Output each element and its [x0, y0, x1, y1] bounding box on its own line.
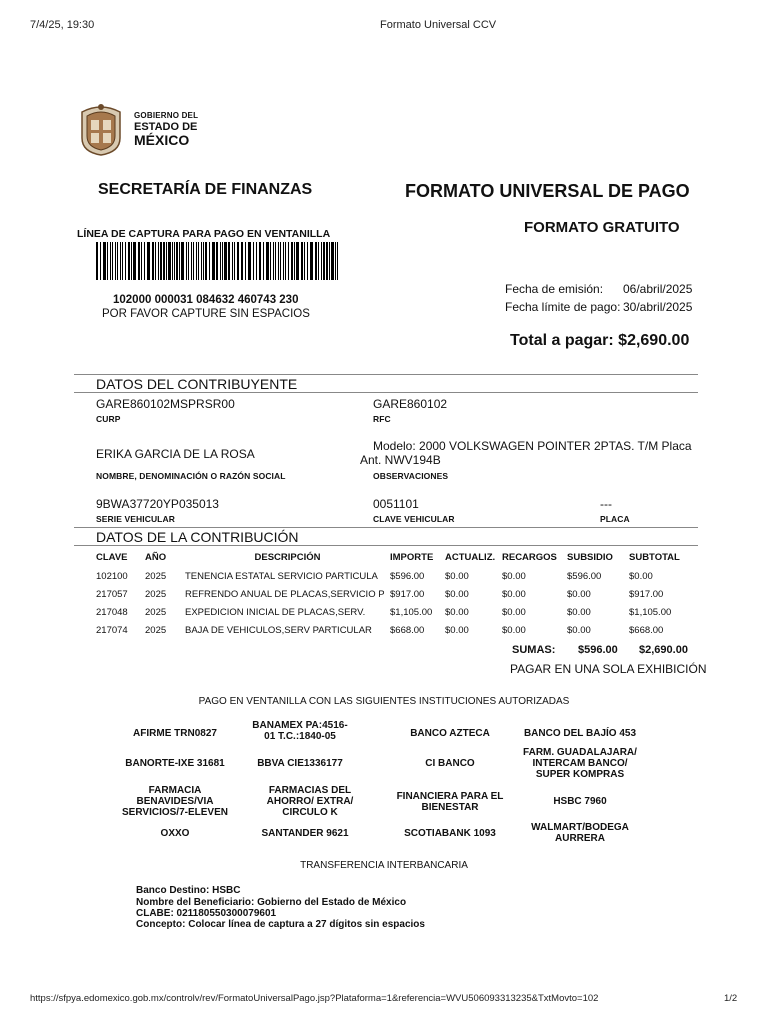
- secretaria-title: SECRETARÍA DE FINANZAS: [98, 181, 313, 198]
- curp-label: CURP: [96, 414, 121, 424]
- table-cell: EXPEDICION INICIAL DE PLACAS,SERV.: [185, 606, 366, 618]
- barcode-bar: [179, 242, 180, 280]
- barcode-bar: [152, 242, 154, 280]
- barcode-bar: [110, 242, 111, 280]
- barcode-bar: [172, 242, 173, 280]
- table-cell: $917.00: [390, 588, 425, 600]
- limit-date-label: Fecha límite de pago:: [505, 300, 621, 314]
- barcode-bar: [248, 242, 251, 280]
- transfer-bank: Banco Destino: HSBC: [136, 885, 241, 896]
- barcode-bar: [232, 242, 233, 280]
- table-header-row: [96, 547, 692, 567]
- barcode-bar: [222, 242, 223, 280]
- table-row: [96, 621, 692, 639]
- barcode-bar: [259, 242, 261, 280]
- barcode: [96, 242, 341, 280]
- barcode-bar: [163, 242, 165, 280]
- institution-item: OXXO: [160, 828, 190, 839]
- contribution-section-title: DATOS DE LA CONTRIBUCIÓN: [96, 529, 299, 545]
- institution-item: FARMACIA BENAVIDES/VIA SERVICIOS/7-ELEVEN: [122, 785, 228, 818]
- column-header: SUBSIDIO: [567, 551, 613, 563]
- barcode-bar: [112, 242, 113, 280]
- table-cell: BAJA DE VEHICULOS,SERV PARTICULAR: [185, 624, 372, 636]
- print-page-number: 1/2: [724, 993, 738, 1004]
- table-row: [96, 603, 692, 621]
- curp-value: GARE860102MSPRSR00: [96, 397, 235, 411]
- barcode-bar: [131, 242, 132, 280]
- table-cell: $0.00: [445, 606, 469, 618]
- barcode-bar: [307, 242, 308, 280]
- barcode-bar: [323, 242, 325, 280]
- barcode-bar: [296, 242, 299, 280]
- barcode-bar: [331, 242, 334, 280]
- barcode-bar: [120, 242, 121, 280]
- table-cell: $668.00: [390, 624, 425, 636]
- barcode-bar: [220, 242, 221, 280]
- institutions-heading: PAGO EN VENTANILLA CON LAS SIGUIENTES INSTITUCIONES AUTORIZADAS: [198, 696, 570, 707]
- table-cell: 102100: [96, 570, 128, 582]
- print-title: Formato Universal CCV: [380, 19, 497, 31]
- table-cell: $0.00: [629, 570, 653, 582]
- barcode-bar: [96, 242, 98, 280]
- barcode-bar: [138, 242, 140, 280]
- table-cell: $1,105.00: [629, 606, 672, 618]
- column-header: SUBTOTAL: [629, 551, 680, 563]
- table-cell: $668.00: [629, 624, 664, 636]
- barcode-bar: [237, 242, 239, 280]
- barcode-bar: [234, 242, 235, 280]
- institution-item: SCOTIABANK 1093: [404, 828, 496, 839]
- institution-item: BBVA CIE1336177: [257, 758, 343, 769]
- barcode-bar: [186, 242, 187, 280]
- table-cell: 2025: [145, 570, 167, 582]
- barcode-bar: [310, 242, 313, 280]
- total-to-pay: Total a pagar: $2,690.00: [510, 332, 690, 349]
- barcode-bar: [326, 242, 328, 280]
- plate-label: PLACA: [600, 514, 630, 524]
- table-cell: $0.00: [567, 588, 591, 600]
- barcode-bar: [115, 242, 116, 280]
- barcode-bar: [228, 242, 230, 280]
- column-header: DESCRIPCIÓN: [254, 551, 321, 563]
- barcode-bar: [321, 242, 322, 280]
- capture-line-instruction: POR FAVOR CAPTURE SIN ESPACIOS: [102, 308, 310, 320]
- observations-label: OBSERVACIONES: [373, 471, 449, 481]
- barcode-bar: [198, 242, 199, 280]
- contribution-table: [96, 547, 692, 639]
- taxpayer-name-value: ERIKA GARCIA DE LA ROSA: [96, 447, 255, 461]
- barcode-bar: [241, 242, 243, 280]
- barcode-bar: [273, 242, 274, 280]
- barcode-bar: [203, 242, 204, 280]
- table-cell: $0.00: [567, 606, 591, 618]
- barcode-bar: [174, 242, 175, 280]
- barcode-bar: [253, 242, 254, 280]
- barcode-bar: [205, 242, 207, 280]
- sums-subtotal: $2,690.00: [639, 644, 688, 656]
- column-header: CLAVE: [96, 551, 128, 563]
- table-cell: $1,105.00: [390, 606, 433, 618]
- table-cell: $0.00: [445, 624, 469, 636]
- vehicle-key-label: CLAVE VEHICULAR: [373, 514, 455, 524]
- emission-date-value: 06/abril/2025: [623, 282, 693, 296]
- barcode-bar: [318, 242, 319, 280]
- taxpayer-section-title: DATOS DEL CONTRIBUYENTE: [96, 376, 298, 392]
- capture-line-heading: LÍNEA DE CAPTURA PARA PAGO EN VENTANILLA: [77, 228, 331, 240]
- barcode-bar: [266, 242, 269, 280]
- barcode-bar: [125, 242, 126, 280]
- column-header: AÑO: [145, 551, 167, 563]
- logo-line-1: GOBIERNO DEL: [134, 111, 199, 120]
- barcode-bar: [155, 242, 156, 280]
- barcode-bar: [209, 242, 210, 280]
- barcode-bar: [212, 242, 215, 280]
- barcode-bar: [166, 242, 167, 280]
- institution-item: SANTANDER 9621: [261, 828, 349, 839]
- divider: [74, 392, 698, 393]
- barcode-bar: [315, 242, 317, 280]
- divider: [74, 374, 698, 375]
- table-row: [96, 567, 692, 585]
- column-header: ACTUALIZ.: [445, 551, 496, 563]
- barcode-bar: [191, 242, 192, 280]
- barcode-bar: [285, 242, 286, 280]
- plate-value: ---: [600, 497, 612, 511]
- institution-item: HSBC 7960: [553, 796, 607, 807]
- institution-item: BANAMEX PA:4516-01 T.C.:1840-05: [252, 720, 348, 742]
- vehicle-key-value: 0051101: [373, 497, 419, 511]
- barcode-bar: [280, 242, 281, 280]
- barcode-bar: [301, 242, 303, 280]
- barcode-bar: [193, 242, 194, 280]
- institution-item: CI BANCO: [425, 758, 475, 769]
- institution-item: BANORTE-IXE 31681: [125, 758, 225, 769]
- sums-label: SUMAS:: [512, 644, 556, 656]
- barcode-bar: [144, 242, 145, 280]
- table-cell: 217057: [96, 588, 128, 600]
- table-cell: $0.00: [567, 624, 591, 636]
- transfer-heading: TRANSFERENCIA INTERBANCARIA: [300, 860, 468, 871]
- transfer-concept: Concepto: Colocar línea de captura a 27 dígitos sin espacios: [136, 919, 425, 930]
- table-cell: $596.00: [390, 570, 425, 582]
- barcode-bar: [103, 242, 106, 280]
- institution-item: BANCO DEL BAJÍO 453: [523, 728, 637, 739]
- barcode-bar: [181, 242, 184, 280]
- table-cell: 217048: [96, 606, 128, 618]
- coat-of-arms-logo: [78, 102, 124, 156]
- barcode-bar: [337, 242, 338, 280]
- logo-line-3: MÉXICO: [134, 132, 190, 148]
- barcode-bar: [158, 242, 159, 280]
- table-cell: REFRENDO ANUAL DE PLACAS,SERVICIO P: [185, 588, 385, 600]
- table-cell: 2025: [145, 588, 167, 600]
- barcode-bar: [147, 242, 150, 280]
- table-cell: $0.00: [502, 588, 526, 600]
- institution-item: AFIRME TRN0827: [133, 728, 217, 739]
- table-cell: $0.00: [502, 624, 526, 636]
- taxpayer-name-label: NOMBRE, DENOMINACIÓN O RAZÓN SOCIAL: [96, 471, 286, 481]
- table-cell: $596.00: [567, 570, 602, 582]
- table-cell: TENENCIA ESTATAL SERVICIO PARTICULA: [185, 570, 378, 582]
- print-datetime: 7/4/25, 19:30: [30, 19, 95, 31]
- barcode-bar: [288, 242, 289, 280]
- barcode-bar: [335, 242, 336, 280]
- barcode-bar: [117, 242, 118, 280]
- limit-date-value: 30/abril/2025: [623, 300, 693, 314]
- table-cell: 2025: [145, 606, 167, 618]
- table-cell: 217074: [96, 624, 128, 636]
- table-cell: $0.00: [502, 606, 526, 618]
- print-footer-url[interactable]: https://sfpya.edomexico.gob.mx/controlv/rev/FormatoUniversalPago.jsp?Plataforma=1&referencia=WVU506093313235&TxtMovto=102: [30, 993, 599, 1004]
- table-cell: $0.00: [445, 588, 469, 600]
- barcode-bar: [188, 242, 189, 280]
- rfc-label: RFC: [373, 414, 391, 424]
- transfer-clabe: CLABE: 021180550300079601: [136, 908, 277, 919]
- table-cell: $0.00: [445, 570, 469, 582]
- barcode-bar: [283, 242, 284, 280]
- barcode-bar: [291, 242, 293, 280]
- barcode-bar: [294, 242, 295, 280]
- column-header: IMPORTE: [390, 551, 434, 563]
- barcode-bar: [160, 242, 162, 280]
- divider: [74, 545, 698, 546]
- emission-date-label: Fecha de emisión:: [505, 282, 604, 296]
- barcode-bar: [275, 242, 276, 280]
- institution-item: FARM. GUADALAJARA/ INTERCAM BANCO/ SUPER KOMPRAS: [523, 747, 637, 780]
- rfc-value: GARE860102: [373, 397, 448, 411]
- table-cell: 2025: [145, 624, 167, 636]
- barcode-bar: [168, 242, 171, 280]
- barcode-bar: [278, 242, 279, 280]
- barcode-bar: [304, 242, 305, 280]
- barcode-bar: [245, 242, 246, 280]
- barcode-bar: [216, 242, 218, 280]
- table-cell: $0.00: [502, 570, 526, 582]
- transfer-beneficiary: Nombre del Beneficiario: Gobierno del Estado de México: [136, 897, 407, 908]
- column-header: RECARGOS: [502, 551, 557, 563]
- barcode-bar: [256, 242, 257, 280]
- barcode-bar: [128, 242, 130, 280]
- barcode-bar: [201, 242, 202, 280]
- logo-line-2: ESTADO DE: [134, 121, 198, 133]
- barcode-bar: [196, 242, 197, 280]
- barcode-bar: [224, 242, 227, 280]
- vehicle-serial-label: SERIE VEHICULAR: [96, 514, 175, 524]
- table-row: [96, 585, 692, 603]
- barcode-bar: [133, 242, 136, 280]
- subtitle-free-format: FORMATO GRATUITO: [524, 219, 680, 236]
- barcode-bar: [270, 242, 271, 280]
- table-cell: $917.00: [629, 588, 664, 600]
- barcode-bar: [176, 242, 178, 280]
- barcode-bar: [141, 242, 142, 280]
- barcode-bar: [263, 242, 264, 280]
- sums-subsidy: $596.00: [578, 644, 618, 656]
- institution-item: FARMACIAS DEL AHORRO/ EXTRA/ CIRCULO K: [266, 785, 354, 818]
- barcode-bar: [107, 242, 108, 280]
- main-title: FORMATO UNIVERSAL DE PAGO: [405, 181, 690, 201]
- divider: [74, 527, 698, 528]
- barcode-bar: [100, 242, 101, 280]
- observations-value: Modelo: 2000 VOLKSWAGEN POINTER 2PTAS. T/M Placa Ant. NWV194B: [360, 439, 692, 467]
- capture-line-number: 102000 000031 084632 460743 230: [113, 294, 299, 306]
- vehicle-serial-value: 9BWA37720YP035013: [96, 497, 219, 511]
- institution-item: FINANCIERA PARA EL BIENESTAR: [396, 791, 504, 813]
- institution-item: WALMART/BODEGA AURRERA: [531, 822, 629, 844]
- barcode-bar: [122, 242, 123, 280]
- barcode-bar: [329, 242, 330, 280]
- single-payment-note: PAGAR EN UNA SOLA EXHIBICIÓN: [510, 662, 707, 676]
- institution-item: BANCO AZTECA: [410, 728, 490, 739]
